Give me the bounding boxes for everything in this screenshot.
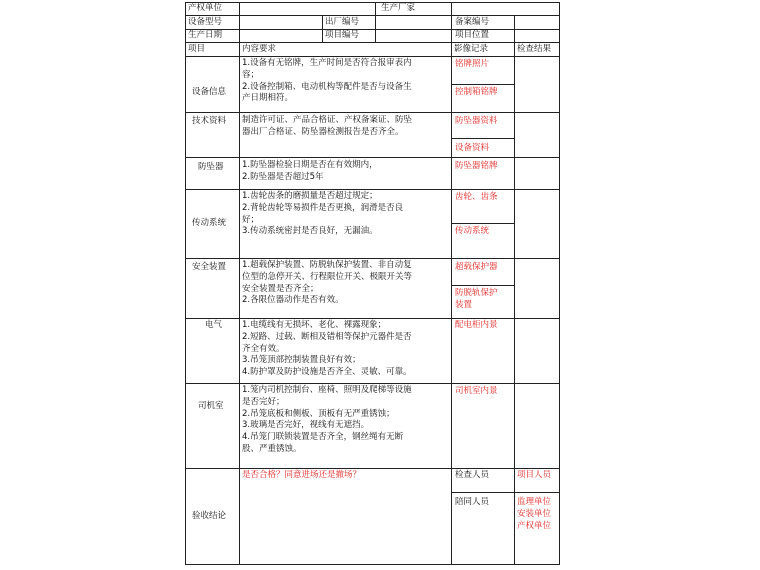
inspection-form xyxy=(185,2,560,564)
inspector-label: 检查人员 xyxy=(455,470,490,480)
column-result: 检查结果 xyxy=(517,44,552,54)
row-content-drive-system: 1.齿轮齿条的磨损量是否超过规定； 2.背轮齿轮等易损件是否更换，润滑是否良 好； 3.传动系统密封是否良好，无漏油。 xyxy=(242,191,404,237)
image-fall-arrester-docs: 防坠器资料 xyxy=(455,116,498,126)
project-no-label: 项目编号 xyxy=(325,30,360,40)
row-item-fall-arrester: 防坠器 xyxy=(198,162,224,172)
column-item: 项目 xyxy=(188,44,206,54)
companion-label: 陪同人员 xyxy=(455,497,490,507)
image-distribution-cabinet: 配电柜内景 xyxy=(455,320,498,330)
image-drive-system: 传动系统 xyxy=(455,226,490,236)
owner-unit-label: 产权单位 xyxy=(188,3,223,13)
image-cab-interior: 司机室内景 xyxy=(455,386,498,396)
image-nameplate-photo: 铭牌照片 xyxy=(455,59,490,69)
image-device-docs: 设备资料 xyxy=(455,143,490,153)
column-content: 内容要求 xyxy=(242,44,277,54)
companion-values: 监理单位 安装单位 产权单位 xyxy=(517,497,552,531)
image-derail-protection: 防脱轨保护 装置 xyxy=(455,288,498,310)
model-label: 设备型号 xyxy=(188,17,223,27)
row-content-device-info: 1.设备有无铭牌，生产时间是否符合报审表内 容； 2.设备控制箱、电动机构等配件是否与设备生 产日期相符。 xyxy=(242,58,412,104)
column-image: 影像记录 xyxy=(454,44,489,54)
manufacturer-label: 生产厂家 xyxy=(381,3,416,13)
project-location-label: 项目位置 xyxy=(455,30,490,40)
row-item-electrical: 电气 xyxy=(205,320,223,330)
production-date-label: 生产日期 xyxy=(188,30,223,40)
filing-no-label: 备案编号 xyxy=(455,17,490,27)
row-item-tech-docs: 技术资料 xyxy=(192,116,227,126)
row-content-fall-arrester: 1.防坠器检验日期是否在有效期内， 2.防坠器是否超过5年 xyxy=(242,160,378,182)
row-content-tech-docs: 制造许可证、产品合格证、产权备案证、防坠 器出厂合格证、防坠器检测报告是否齐全。 xyxy=(242,115,413,137)
row-content-cab: 1.笼内司机控制台、座椅、照明及爬梯等设施 是否完好； 2.吊笼底板和侧板、顶板有无严重锈蚀； 3.玻璃是否完好，视线有无遮挡。 4.吊笼门联锁装置是否齐全，钢丝绳有无断 股、严重锈蚀。 xyxy=(242,385,412,454)
conclusion-label: 验收结论 xyxy=(192,511,227,521)
row-item-cab: 司机室 xyxy=(198,401,224,411)
row-content-safety-devices: 1.超载保护装置、防脱轨保护装置、非自动复 位型的急停开关、行程限位开关、极限开关等 安全装置是否齐全； 2.各限位器动作是否有效。 xyxy=(242,260,413,306)
factory-no-label: 出厂编号 xyxy=(325,17,360,27)
image-overload-protector: 超载保护器 xyxy=(455,262,498,272)
image-control-box-plate: 控制箱铭牌 xyxy=(455,87,498,97)
row-content-electrical: 1.电缆线有无损坏、老化、裸露现象； 2.短路、过载、断相及错相等保护元器件是否 齐全有效。 3.吊笼顶部控制装置良好有效； 4.防护罩及防护设施是否齐全、灵敏、可靠。 xyxy=(242,320,412,378)
inspector-value: 项目人员 xyxy=(517,470,552,480)
row-item-drive-system: 传动系统 xyxy=(192,218,227,228)
row-item-safety-devices: 安全装置 xyxy=(192,262,227,272)
image-gear-rack: 齿轮、齿条 xyxy=(455,192,498,202)
conclusion-question: 是否合格？同意进场还是撤场？ xyxy=(242,470,362,480)
row-item-device-info: 设备信息 xyxy=(192,87,227,97)
image-fall-arrester-plate: 防坠器铭牌 xyxy=(455,161,498,171)
